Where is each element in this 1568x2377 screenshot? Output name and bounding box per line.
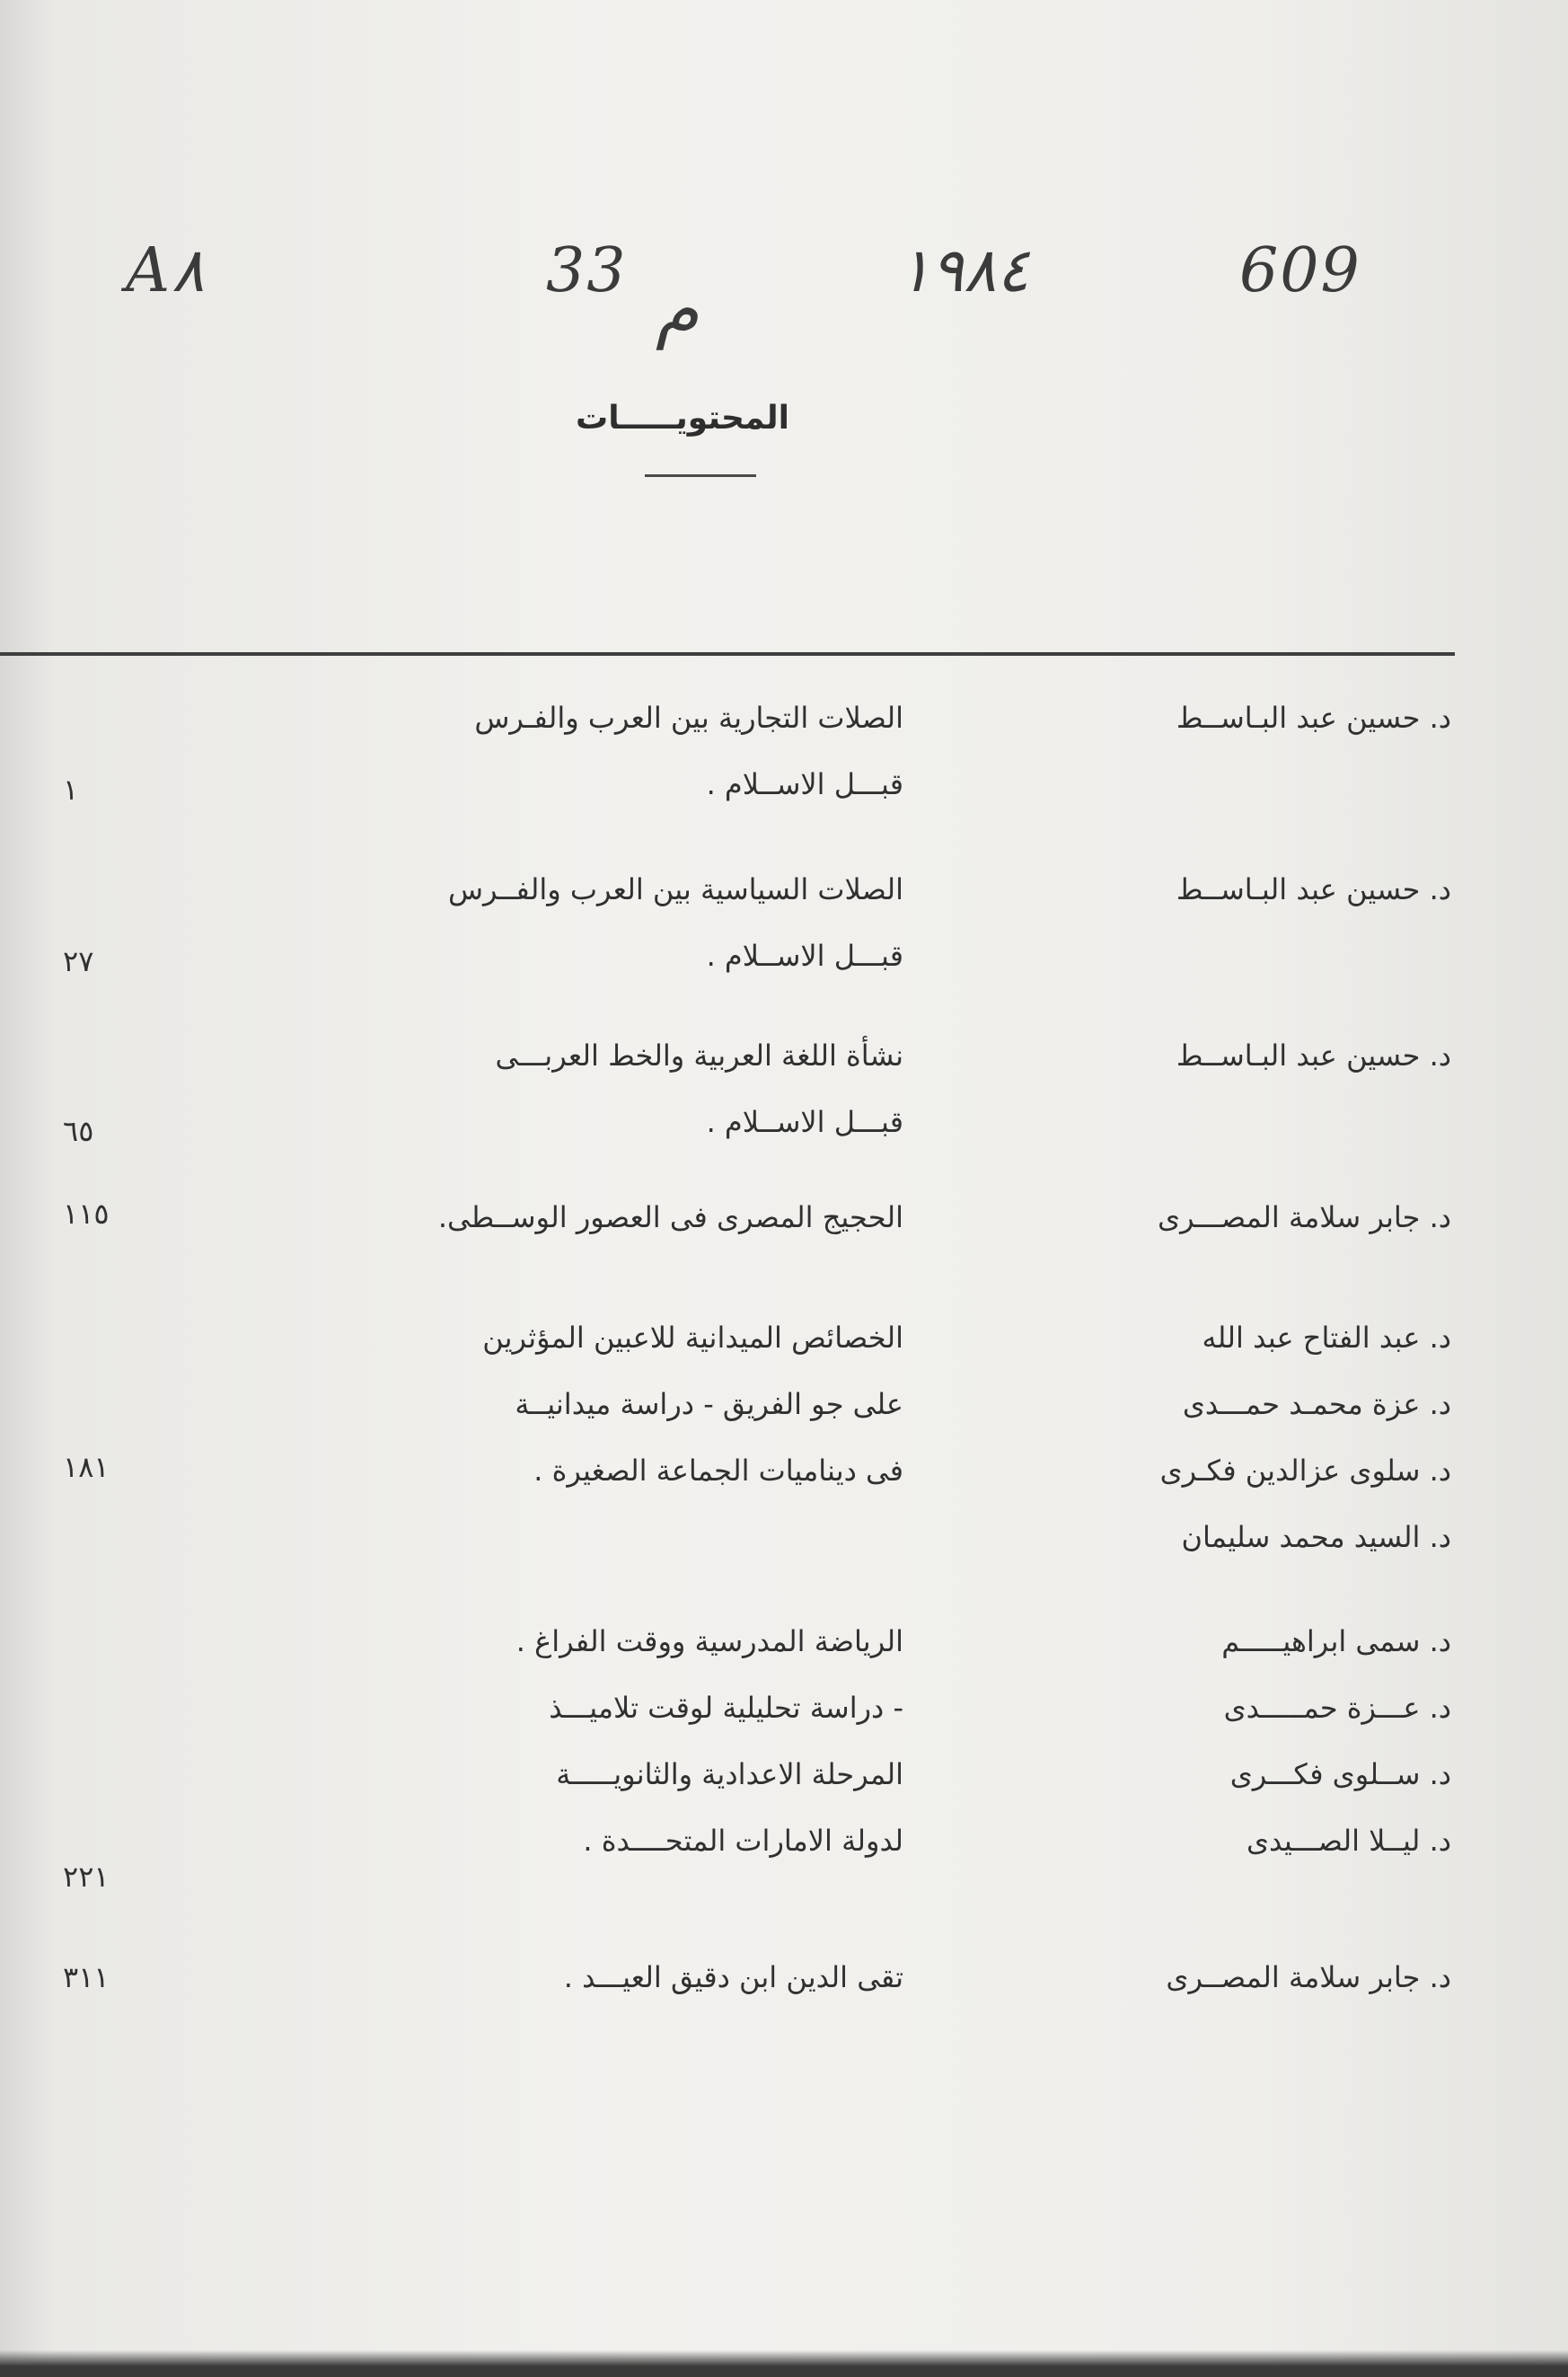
author-name: د. سلوى عزالدين فكـرى bbox=[1159, 1454, 1451, 1488]
author-name: د. عبد الفتاح عبد الله bbox=[1202, 1321, 1451, 1355]
author-name: د. ســلوى فكـــرى bbox=[1229, 1757, 1451, 1791]
title-line: الرياضة المدرسية ووقت الفراغ . bbox=[515, 1624, 903, 1658]
page-edge-shadow bbox=[0, 0, 54, 2377]
author-name: د. عزة محمـد حمـــدى bbox=[1182, 1387, 1451, 1421]
handwritten-mark-3: م bbox=[656, 270, 700, 350]
author-name: د. جابر سلامة المصــرى bbox=[1166, 1960, 1451, 1994]
entry-authors bbox=[894, 1022, 1451, 1089]
scan-bottom-edge bbox=[0, 2350, 1568, 2377]
page-number: ٣١١ bbox=[63, 1960, 110, 1994]
title-line: الحجيج المصرى فى العصور الوســطى. bbox=[437, 1200, 903, 1234]
entry-title bbox=[203, 1944, 903, 2010]
page-number: ٢٧ bbox=[63, 944, 94, 978]
handwritten-mark-2: 33 bbox=[546, 235, 628, 306]
entry-authors bbox=[894, 1944, 1451, 2010]
title-line: المرحلة الاعدادية والثانويـــــة bbox=[556, 1757, 903, 1791]
entry-authors bbox=[894, 1608, 1451, 1874]
author-name: د. عـــزة حمـــــدى bbox=[1223, 1691, 1451, 1725]
handwritten-mark-4: ١٩٨٤ bbox=[898, 235, 1030, 306]
page-number: ٦٥ bbox=[63, 1114, 94, 1148]
handwritten-mark-5: 609 bbox=[1239, 235, 1361, 306]
author-name: د. السيد محمد سليمان bbox=[1181, 1520, 1451, 1554]
author-name: د. حسين عبد البـاســط bbox=[1176, 872, 1451, 906]
title-line: قبـــل الاســلام . bbox=[706, 939, 903, 973]
title-line: الخصائص الميدانية للاعبين المؤثرين bbox=[482, 1321, 903, 1355]
author-name: د. حسين عبد البـاســط bbox=[1176, 701, 1451, 735]
title-underline bbox=[645, 474, 756, 477]
author-name: د. سمى ابراهيـــــم bbox=[1221, 1624, 1451, 1658]
entry-title bbox=[203, 856, 903, 989]
entry-authors bbox=[894, 856, 1451, 923]
author-name: د. ليــلا الصـــيدى bbox=[1246, 1824, 1451, 1858]
entry-authors bbox=[894, 1304, 1451, 1570]
handwritten-mark-1: A٨ bbox=[126, 235, 205, 306]
title-line: فى ديناميات الجماعة الصغيرة . bbox=[533, 1454, 903, 1488]
title-line: لدولة الامارات المتحــــدة . bbox=[583, 1824, 903, 1858]
title-line: على جو الفريق - دراسة ميدانيــة bbox=[515, 1387, 903, 1421]
page-number: ١ bbox=[63, 773, 79, 807]
title-line: الصلات التجارية بين العرب والفـرس bbox=[474, 701, 903, 735]
entry-authors bbox=[894, 1184, 1451, 1250]
horizontal-rule bbox=[0, 652, 1455, 656]
title-line: - دراسة تحليلية لوقت تلاميـــذ bbox=[549, 1691, 903, 1725]
entry-title bbox=[203, 1184, 903, 1250]
title-line: تقى الدين ابن دقيق العيـــد . bbox=[563, 1960, 903, 1994]
entry-title bbox=[203, 1022, 903, 1155]
author-name: د. جابر سلامة المصـــرى bbox=[1158, 1200, 1451, 1234]
page-title: المحتويـــــات bbox=[576, 400, 789, 437]
page-number: ١٨١ bbox=[63, 1450, 110, 1484]
title-line: قبـــل الاســلام . bbox=[706, 767, 903, 801]
author-name: د. حسين عبد البـاســط bbox=[1176, 1038, 1451, 1073]
page-number: ٢٢١ bbox=[63, 1860, 110, 1894]
page-number: ١١٥ bbox=[63, 1197, 110, 1231]
entry-title bbox=[203, 1608, 903, 1874]
title-line: قبـــل الاســلام . bbox=[706, 1105, 903, 1139]
title-line: نشأة اللغة العربية والخط العربـــى bbox=[495, 1038, 903, 1073]
title-line: الصلات السياسية بين العرب والفــرس bbox=[447, 872, 903, 906]
entry-authors bbox=[894, 685, 1451, 751]
entry-title bbox=[203, 1304, 903, 1504]
entry-title bbox=[203, 685, 903, 817]
